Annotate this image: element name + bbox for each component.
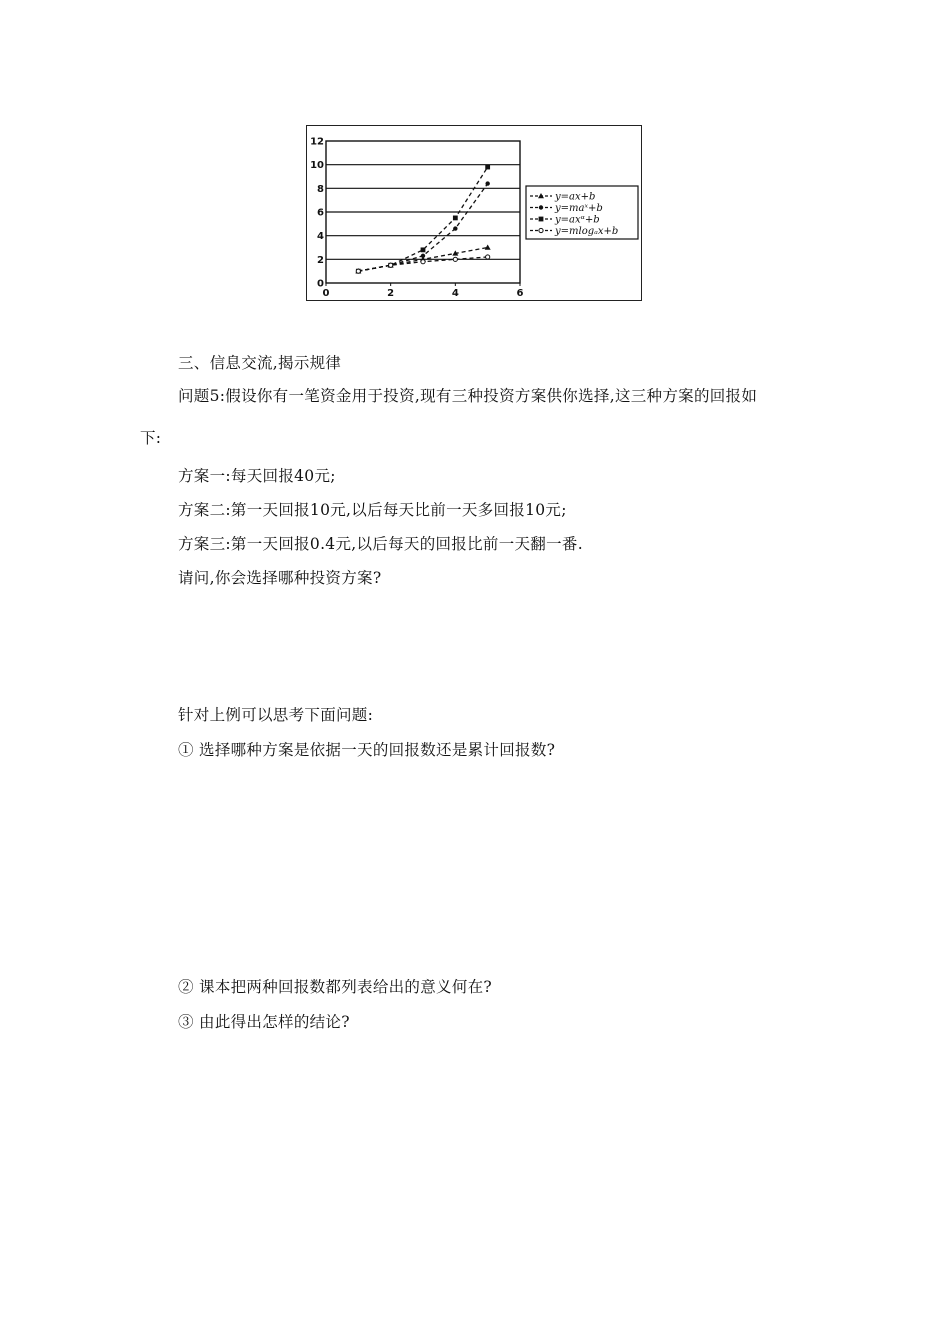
investment-question: 请问,你会选择哪种投资方案? [178,569,382,587]
section-heading: 三、信息交流,揭示规律 [178,354,342,372]
series-3-point-5 [485,165,490,170]
series-4-point-5 [486,255,490,259]
followup-1: ① 选择哪种方案是依据一天的回报数还是累计回报数? [178,741,556,759]
series-2-point-4 [453,226,457,230]
series-2-point-5 [485,181,489,185]
function-growth-chart [306,125,642,301]
followup-2: ② 课本把两种回报数都列表给出的意义何在? [178,978,493,996]
series-4-point-2 [389,263,393,267]
plan-1: 方案一:每天回报40元; [178,467,336,485]
plan-2: 方案二:第一天回报10元,以后每天比前一天多回报10元; [178,501,567,519]
y-tick-label-6: 6 [317,207,324,219]
legend-label-1: y=ax+b [555,191,596,203]
series-1-point-5 [485,245,491,250]
series-2-point-3 [421,254,425,258]
series-3-point-3 [421,247,426,252]
series-4-point-3 [421,260,425,264]
legend-label-4: y=mlogₐx+b [555,226,619,237]
y-tick-label-10: 10 [310,160,324,172]
x-tick-label-2: 2 [387,288,395,299]
legend-label-3: y=axᵅ+b [555,214,600,226]
y-tick-label-4: 4 [317,231,324,243]
legend-marker-2 [539,205,543,209]
y-tick-label-12: 12 [310,136,324,148]
series-3-point-4 [453,216,458,221]
series-4-point-4 [453,257,457,261]
y-tick-label-2: 2 [317,254,324,266]
plan-3: 方案三:第一天回报0.4元,以后每天的回报比前一天翻一番. [178,535,583,553]
x-tick-label-4: 4 [451,288,459,299]
legend-marker-3 [539,217,544,222]
x-tick-label-6: 6 [516,288,524,299]
series-4-point-1 [356,269,360,273]
followup-intro: 针对上例可以思考下面问题: [178,706,374,724]
followup-3: ③ 由此得出怎样的结论? [178,1013,350,1031]
problem5-line1: 问题5:假设你有一笔资金用于投资,现有三种投资方案供你选择,这三种方案的回报如 [178,387,758,405]
problem5-line2: 下: [140,429,162,447]
chart-svg [307,126,643,302]
legend-label-2: y=maˣ+b [555,203,603,214]
y-tick-label-8: 8 [317,183,324,195]
x-tick-label-0: 0 [322,288,330,299]
legend-marker-4 [539,228,543,232]
y-tick-label-0: 0 [317,278,324,290]
